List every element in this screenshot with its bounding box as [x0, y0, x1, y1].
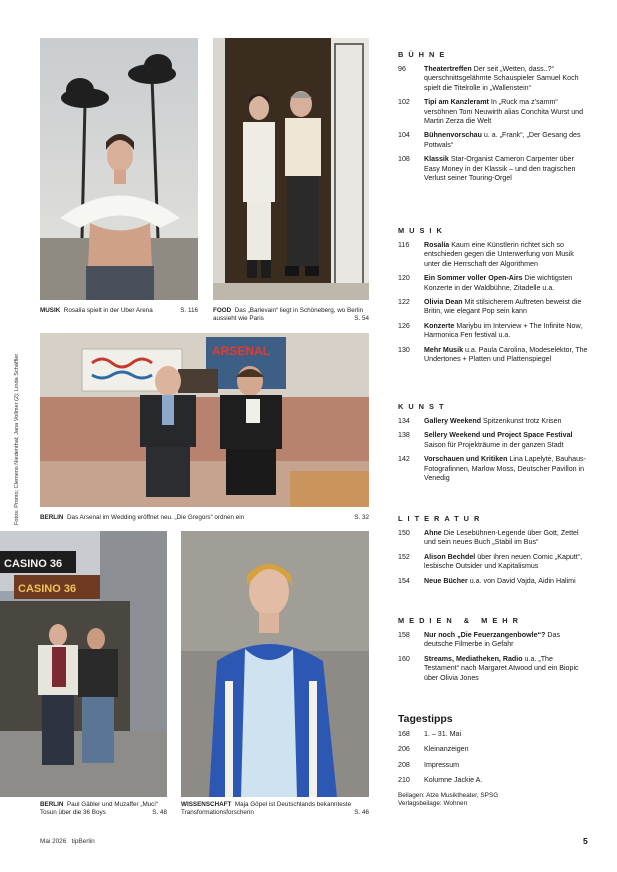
entry-text: Die wichtigsten Konzerte in der Waldbühne, Zitadelle u.a.	[424, 274, 573, 292]
entry-page: 96	[398, 65, 406, 73]
arsenal-sign-text: ARSENAL	[212, 344, 271, 358]
caption-goepel	[181, 801, 369, 818]
toc-entry[interactable]	[398, 655, 588, 683]
tagestipps-row[interactable]	[398, 745, 588, 754]
entry-text: u.a. Paula Carolina, Modeselektor, The Undertones + Platten und Plattenspiegel	[424, 345, 588, 364]
toc-entry[interactable]	[398, 274, 588, 293]
entry-text: Mit stilsicherem Auftreten beweist die Britin, wie elegant Pop sein kann	[424, 298, 582, 316]
entry-page: 138	[398, 431, 410, 440]
caption-tag: WISSENSCHAFT	[181, 801, 232, 808]
caption-tag: BERLIN	[40, 514, 64, 521]
verlagsbeilage: Verlagsbeilage: Wohnen	[398, 800, 468, 808]
section-title: KUNST	[398, 402, 449, 411]
entry-page: 120	[398, 274, 410, 283]
entry-page: 134	[398, 417, 410, 425]
entry-text: Der seit „Wetten, dass..?“ querschnittsgelähmte Schauspieler Samuel Koch spielt die Titelrolle in „Wallenstein“	[424, 65, 579, 92]
toc-entry[interactable]	[398, 346, 588, 365]
row-label: Kleinanzeigen	[424, 745, 469, 754]
entry-title: Nur noch „Die Feuerzangenbowle“?	[424, 631, 546, 639]
entry-title: Konzerte	[424, 321, 455, 330]
toc-entry[interactable]	[398, 65, 588, 93]
photo-credit: Fotos: Promo; Clemens Niedenthal; Jana Vollmer (2); Linda Schäffler	[14, 353, 20, 525]
toc-entry[interactable]	[398, 155, 588, 183]
entry-page: 160	[398, 654, 410, 663]
entry-title: Bühnenvorschau	[424, 131, 482, 140]
caption-page: S. 116	[180, 307, 198, 314]
beilagen: Beilagen: Atze Musiktheater, SPSG	[398, 791, 499, 799]
entry-page: 130	[398, 345, 410, 354]
tagestipps-title: Tagestipps	[398, 713, 453, 725]
entry-text: Saison für Projekträume in der ganzen Stadt	[424, 440, 564, 449]
caption-tag: BERLIN	[40, 801, 64, 808]
section-title: BÜHNE	[398, 50, 450, 59]
toc-entry[interactable]	[398, 631, 588, 650]
entry-page: 154	[398, 576, 410, 585]
photo-casino	[0, 531, 167, 797]
entry-page: 108	[398, 155, 410, 164]
row-label: Kolumne Jackie A.	[424, 776, 483, 785]
section-title: MUSIK	[398, 226, 447, 235]
entry-title: Alison Bechdel	[424, 552, 476, 561]
toc-musik	[398, 226, 588, 369]
caption-page: S. 46	[354, 809, 369, 817]
photo-rosalia	[40, 38, 198, 300]
caption-casino	[40, 801, 167, 818]
toc-entry[interactable]	[398, 98, 588, 126]
caption-text: Paul Gäbler und Muzaffer „Muci“ Tosun über die 36 Boys	[40, 801, 158, 817]
entry-title: Streams, Mediatheken, Radio	[424, 654, 523, 663]
tagestipps-row[interactable]	[398, 776, 588, 785]
entry-title: Rosalía	[424, 241, 450, 249]
entry-text: Lina Lapelytė, Bauhaus-Fotografinnen, Marlow Moss, Deutscher Pavillon in Venedig	[424, 455, 586, 483]
caption-text: Rosalía spielt in der Uber Arena	[63, 307, 153, 314]
photo-arsenal	[40, 333, 369, 507]
entry-text: u.a. von David Vajda, Aidin Halimi	[467, 576, 576, 585]
toc-buehne	[398, 50, 588, 188]
casino-sign-text: CASINO 36	[4, 558, 63, 570]
caption-page: S. 48	[152, 809, 167, 817]
entry-text: Spitzenkunst trotz Krisen	[481, 417, 562, 425]
entry-page: 158	[398, 631, 410, 639]
toc-entry[interactable]	[398, 322, 588, 341]
footer-issue	[40, 838, 95, 845]
toc-entry[interactable]	[398, 455, 588, 483]
entry-title: Ein Sommer voller Open-Airs	[424, 274, 523, 283]
entry-text: Mariybu im Interview + The Infinite Now, Harmonica Fen festival u.a.	[424, 321, 583, 340]
caption-page: S. 54	[354, 315, 369, 323]
toc-entry[interactable]	[398, 241, 588, 269]
entry-title: Mehr Musik	[424, 345, 464, 354]
row-label: Impressum	[424, 760, 460, 769]
tagestipps-row[interactable]	[398, 761, 588, 770]
entry-text: Kaum eine Künstlerin richtet sich so entschieden gegen die Unterwerfung von Musik unter die Herrschaft der Algorithmen	[424, 241, 574, 268]
entry-text: u. a. „Frank“, „Der Gesang des Pottwals“	[424, 131, 581, 149]
entry-text: In „Ruck ma z’samm“ versöhnen Tom Neuwirth alias Conchita Wurst und Martin Zerza die Welt	[424, 98, 584, 126]
entry-page: 116	[398, 241, 410, 249]
toc-literatur	[398, 514, 588, 591]
entry-title: Ahne	[424, 529, 442, 537]
caption-text: Das Arsenal im Wedding eröffnet neu. „Die Gregors“ ordnen ein	[66, 514, 245, 521]
toc-entry[interactable]	[398, 298, 588, 317]
entry-title: Neue Bücher	[424, 576, 468, 585]
caption-tag: MUSIK	[40, 307, 61, 314]
toc-entry[interactable]	[398, 417, 588, 426]
caption-text: Maja Göpel ist Deutschlands bekannteste Transformationsforscherin	[181, 801, 352, 817]
toc-entry[interactable]	[398, 431, 588, 450]
photo-barlevain	[213, 38, 369, 300]
entry-title: Olivia Dean	[424, 298, 463, 307]
entry-page: 104	[398, 131, 410, 140]
entry-page: 126	[398, 321, 410, 330]
toc-entry[interactable]	[398, 131, 588, 150]
caption-barlevain	[213, 307, 369, 324]
entry-text: Star-Organist Cameron Carpenter über Easy Money in der Klassik – und den tragischen Verlust seiner Touring-Orgel	[424, 155, 576, 183]
entry-page: 152	[398, 552, 410, 561]
section-title: LITERATUR	[398, 514, 485, 523]
entry-title: Klassik	[424, 155, 449, 164]
entry-page: 122	[398, 298, 410, 307]
section-title: MEDIEN & MEHR	[398, 616, 523, 625]
toc-medien	[398, 616, 588, 688]
row-page: 208	[398, 760, 410, 769]
toc-entry[interactable]	[398, 577, 588, 586]
tagestipps	[398, 713, 588, 808]
entry-text: Das deutsche Filmerbe in Gefahr	[424, 631, 560, 649]
entry-title: Tipi am Kanzleramt	[424, 98, 489, 107]
tagestipps-row[interactable]	[398, 730, 588, 739]
entry-title: Sellery Weekend und Project Space Festival	[424, 431, 573, 440]
entry-title: Theatertreffen	[424, 65, 472, 73]
entry-text: Die Lesebühnen-Legende über Gott, Zettel und sein neues Buch „Stabil im Bus“	[424, 529, 579, 547]
casino-sign2-text: CASINO 36	[18, 583, 77, 595]
entry-text: über ihren neuen Comic „Kaputt“, lesbische Outsider und Kapitalismus	[424, 552, 583, 571]
caption-arsenal	[40, 514, 369, 522]
photo-goepel	[181, 531, 369, 797]
entry-title: Vorschauen und Kritiken	[424, 455, 508, 464]
footer-brand: tipBerlin	[71, 838, 95, 845]
entry-page: 142	[398, 455, 410, 464]
entry-page: 102	[398, 98, 410, 107]
page-number: 5	[583, 836, 588, 846]
caption-tag: FOOD	[213, 307, 232, 314]
row-page: 168	[398, 730, 410, 738]
entry-title: Gallery Weekend	[424, 417, 482, 425]
entry-text: u.a. „The Testament“ nach Margaret Atwood und ein Biopic über Olivia Jones	[424, 654, 579, 682]
caption-page: S. 32	[354, 514, 369, 521]
footer-date: Mai 2026	[40, 838, 67, 845]
toc-entry[interactable]	[398, 553, 588, 572]
row-label: 1. – 31. Mai	[424, 730, 462, 738]
entry-page: 150	[398, 529, 410, 537]
toc-kunst	[398, 402, 588, 488]
caption-rosalia	[40, 307, 198, 315]
row-page: 206	[398, 745, 410, 754]
row-page: 210	[398, 776, 410, 785]
caption-text: Das „Barlevain“ liegt in Schöneberg, wo Berlin aussieht wie Paris	[213, 307, 364, 323]
toc-entry[interactable]	[398, 529, 588, 548]
